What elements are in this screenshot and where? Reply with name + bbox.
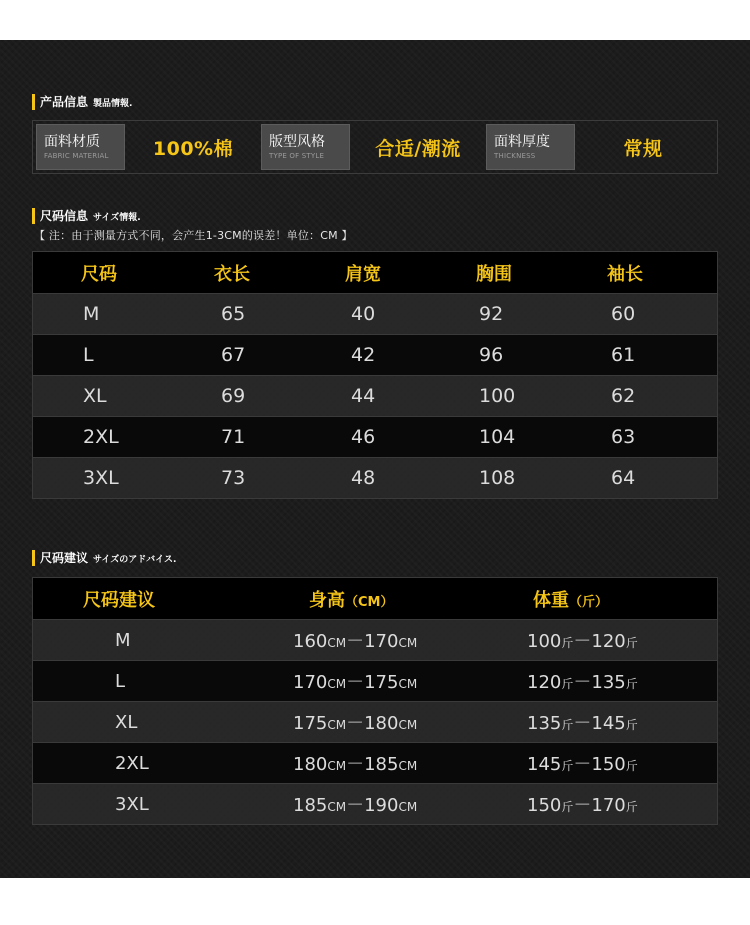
header-shoulder: 肩宽 bbox=[345, 263, 381, 285]
weight-range: 150斤－170斤 bbox=[527, 795, 638, 816]
weight-range: 145斤－150斤 bbox=[527, 754, 638, 775]
header-height: 身高（CM） bbox=[309, 589, 394, 611]
size-advice-table bbox=[32, 577, 718, 825]
height-range: 175CM－180CM bbox=[293, 713, 418, 734]
size-info-table bbox=[32, 251, 718, 499]
table-row: 3XL 73 48 108 64 bbox=[33, 457, 717, 498]
thickness-label: 面料厚度 THICKNESS bbox=[486, 124, 575, 170]
fabric-material-label: 面料材质 FABRIC MATERIAL bbox=[36, 124, 125, 170]
height-range: 185CM－190CM bbox=[293, 795, 418, 816]
table-header-row bbox=[33, 578, 717, 619]
table-row: 3XL 185CM－190CM 150斤－170斤 bbox=[33, 783, 717, 824]
measurement-note: 【 注：由于测量方式不同，会产生1-3CM的误差！单位：CM 】 bbox=[34, 229, 353, 242]
product-info-title: 产品信息 製品情報. bbox=[32, 94, 132, 110]
table-row: M 160CM－170CM 100斤－120斤 bbox=[33, 619, 717, 660]
height-range: 180CM－185CM bbox=[293, 754, 418, 775]
product-info-strip bbox=[32, 120, 718, 174]
table-row: M 65 40 92 60 bbox=[33, 293, 717, 334]
style-type-label: 版型风格 TYPE OF STYLE bbox=[261, 124, 350, 170]
table-row: L 170CM－175CM 120斤－135斤 bbox=[33, 660, 717, 701]
header-size-advice: 尺码建议 bbox=[83, 589, 155, 611]
height-range: 170CM－175CM bbox=[293, 672, 418, 693]
header-length: 衣长 bbox=[214, 263, 250, 285]
table-row: XL 69 44 100 62 bbox=[33, 375, 717, 416]
weight-range: 135斤－145斤 bbox=[527, 713, 638, 734]
table-row: 2XL 180CM－185CM 145斤－150斤 bbox=[33, 742, 717, 783]
header-chest: 胸围 bbox=[476, 263, 512, 285]
height-range: 160CM－170CM bbox=[293, 631, 418, 652]
style-type-value: 合适/潮流 bbox=[375, 137, 461, 160]
weight-range: 120斤－135斤 bbox=[527, 672, 638, 693]
table-header-row bbox=[33, 252, 717, 293]
table-row: L 67 42 96 61 bbox=[33, 334, 717, 375]
size-advice-title: 尺码建议 サイズのアドバイス. bbox=[32, 550, 176, 566]
thickness-value: 常规 bbox=[623, 137, 663, 160]
header-weight: 体重（斤） bbox=[533, 589, 609, 611]
size-info-title: 尺码信息 サイズ情報. bbox=[32, 208, 141, 224]
fabric-material-value: 100%棉 bbox=[152, 137, 234, 160]
weight-range: 100斤－120斤 bbox=[527, 631, 638, 652]
header-sleeve: 袖长 bbox=[607, 263, 643, 285]
header-size: 尺码 bbox=[81, 263, 117, 285]
size-chart-panel bbox=[0, 40, 750, 878]
table-row: 2XL 71 46 104 63 bbox=[33, 416, 717, 457]
table-row: XL 175CM－180CM 135斤－145斤 bbox=[33, 701, 717, 742]
